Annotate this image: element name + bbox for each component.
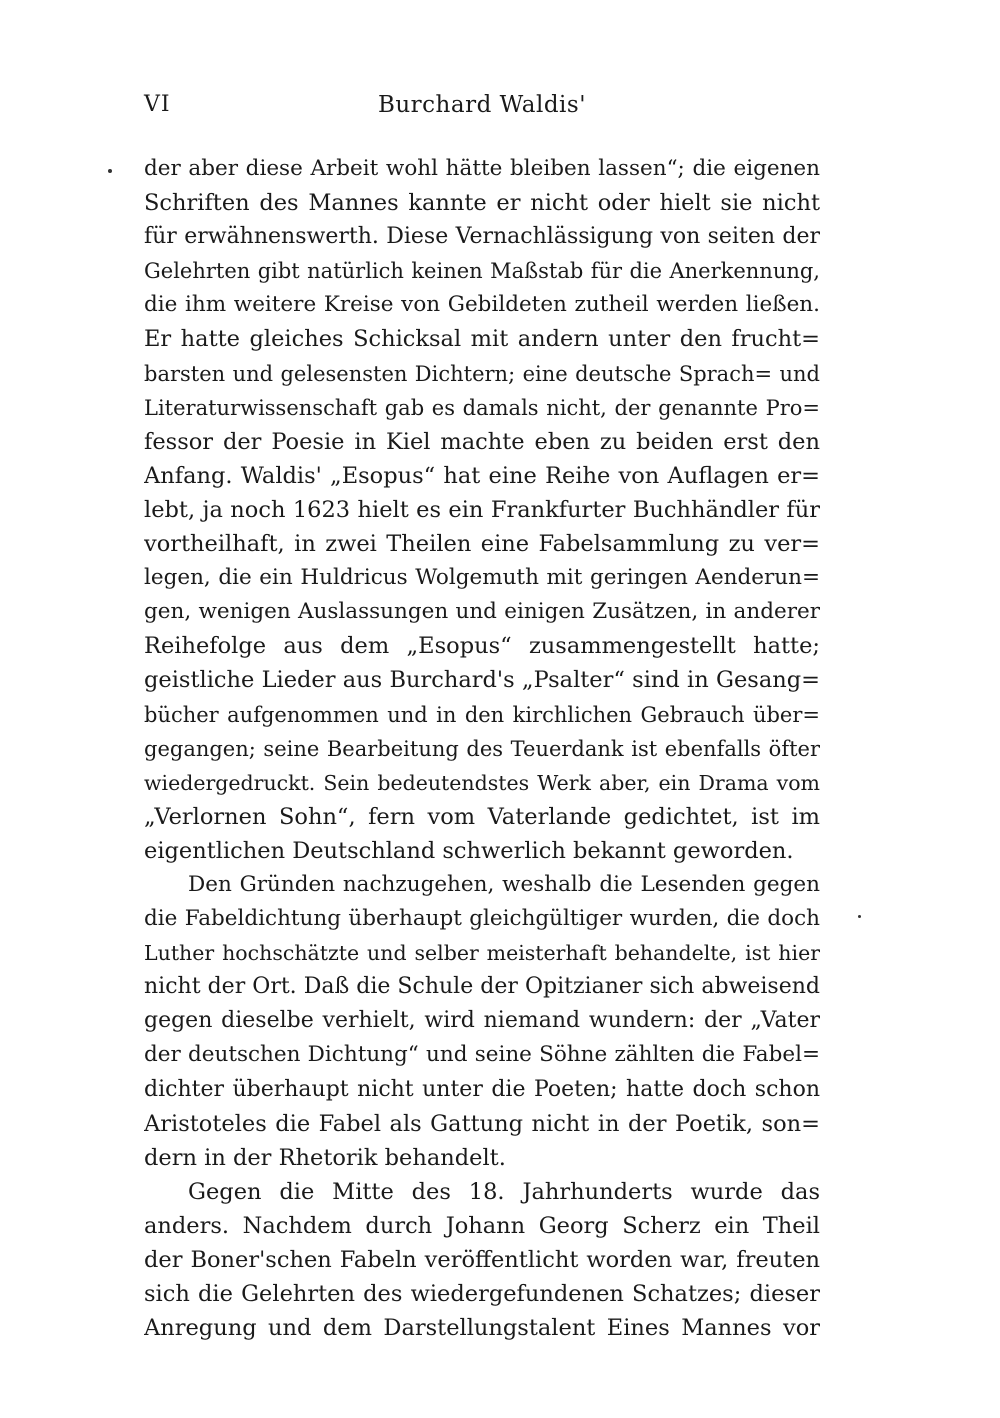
text-line: bücher aufgenommen und in den kirchlichen Gebrauch über=: [144, 702, 820, 727]
paragraph-2: [144, 868, 820, 1175]
text-line: eigentlichen Deutschland schwerlich bekannt geworden.: [144, 837, 794, 864]
paragraph-3: [144, 1175, 820, 1345]
text-line: vortheilhaft, in zwei Theilen eine Fabelsammlung zu ver=: [144, 531, 820, 558]
text-line: die Fabeldichtung überhaupt gleichgültiger wurden, die doch: [144, 906, 820, 932]
text-line: für erwähnenswerth. Diese Vernachlässigung von seiten der: [144, 224, 820, 250]
page-header: [144, 92, 820, 132]
text-line: Den Gründen nachzugehen, weshalb die Lesenden gegen: [188, 871, 820, 897]
margin-dot-mark: [858, 915, 861, 918]
text-line: gen, wenigen Auslassungen und einigen Zusätzen, in anderer: [144, 599, 820, 625]
text-line: Gegen die Mitte des 18. Jahrhunderts wurde das: [188, 1178, 820, 1205]
text-line: gegangen; seine Bearbeitung des Teuerdank ist ebenfalls öfter: [144, 736, 820, 761]
text-line: Literaturwissenschaft gab es damals nicht, der genannte Pro=: [144, 395, 820, 420]
text-line: wiedergedruckt. Sein bedeutendstes Werk aber, ein Drama vom: [144, 770, 820, 795]
text-line: dichter überhaupt nicht unter die Poeten; hatte doch schon: [144, 1076, 820, 1102]
text-line: der deutschen Dichtung“ und seine Söhne zählten die Fabel=: [144, 1042, 820, 1068]
text-line: Anfang. Waldis' „Esopus“ hat eine Reihe von Auflagen er=: [144, 462, 820, 489]
text-line: Aristoteles die Fabel als Gattung nicht in der Poetik, son=: [144, 1110, 820, 1137]
text-line: fessor der Poesie in Kiel machte eben zu beiden erst den: [144, 428, 820, 455]
text-line: „Verlornen Sohn“, fern vom Vaterlande gedichtet, ist im: [144, 803, 820, 830]
text-line: gegen dieselbe verhielt, wird niemand wundern: der „Vater: [144, 1008, 820, 1034]
margin-dot-mark: [108, 169, 112, 173]
text-line: die ihm weitere Kreise von Gebildeten zutheil werden ließen.: [144, 292, 820, 318]
text-line: dern in der Rhetorik behandelt.: [144, 1144, 506, 1171]
body-text: [144, 152, 820, 1345]
text-line: Er hatte gleiches Schicksal mit andern unter den frucht=: [144, 326, 820, 353]
text-line: Anregung und dem Darstellungstalent Eines Mannes vor: [144, 1315, 820, 1342]
text-line: legen, die ein Huldricus Wolgemuth mit geringen Aenderun=: [144, 565, 820, 591]
text-line: sich die Gelehrten des wiedergefundenen Schatzes; dieser: [144, 1281, 820, 1308]
text-line: der aber diese Arbeit wohl hätte bleiben lassen“; die eigenen: [144, 156, 820, 181]
text-line: Reihefolge aus dem „Esopus“ zusammengestellt hatte;: [144, 633, 820, 660]
paragraph-1: [144, 152, 820, 868]
text-line: lebt, ja noch 1623 hielt es ein Frankfurter Buchhändler für: [144, 496, 820, 523]
text-line: geistliche Lieder aus Burchard's „Psalter“ sind in Gesang=: [144, 667, 820, 694]
text-line: der Boner'schen Fabeln veröffentlicht worden war, freuten: [144, 1247, 820, 1273]
text-line: Schriften des Mannes kannte er nicht oder hielt sie nicht: [144, 190, 820, 217]
text-line: Gelehrten gibt natürlich keinen Maßstab für die Anerkennung,: [144, 259, 820, 284]
text-line: anders. Nachdem durch Johann Georg Scherz ein Theil: [144, 1212, 820, 1239]
page-number: VI: [144, 92, 171, 117]
text-line: Luther hochschätzte und selber meisterhaft behandelte, ist hier: [144, 941, 820, 966]
text-line: nicht der Ort. Daß die Schule der Opitzianer sich abweisend: [144, 974, 820, 1000]
running-head: Burchard Waldis': [377, 92, 587, 118]
text-line: barsten und gelesensten Dichtern; eine deutsche Sprach= und: [144, 361, 820, 386]
